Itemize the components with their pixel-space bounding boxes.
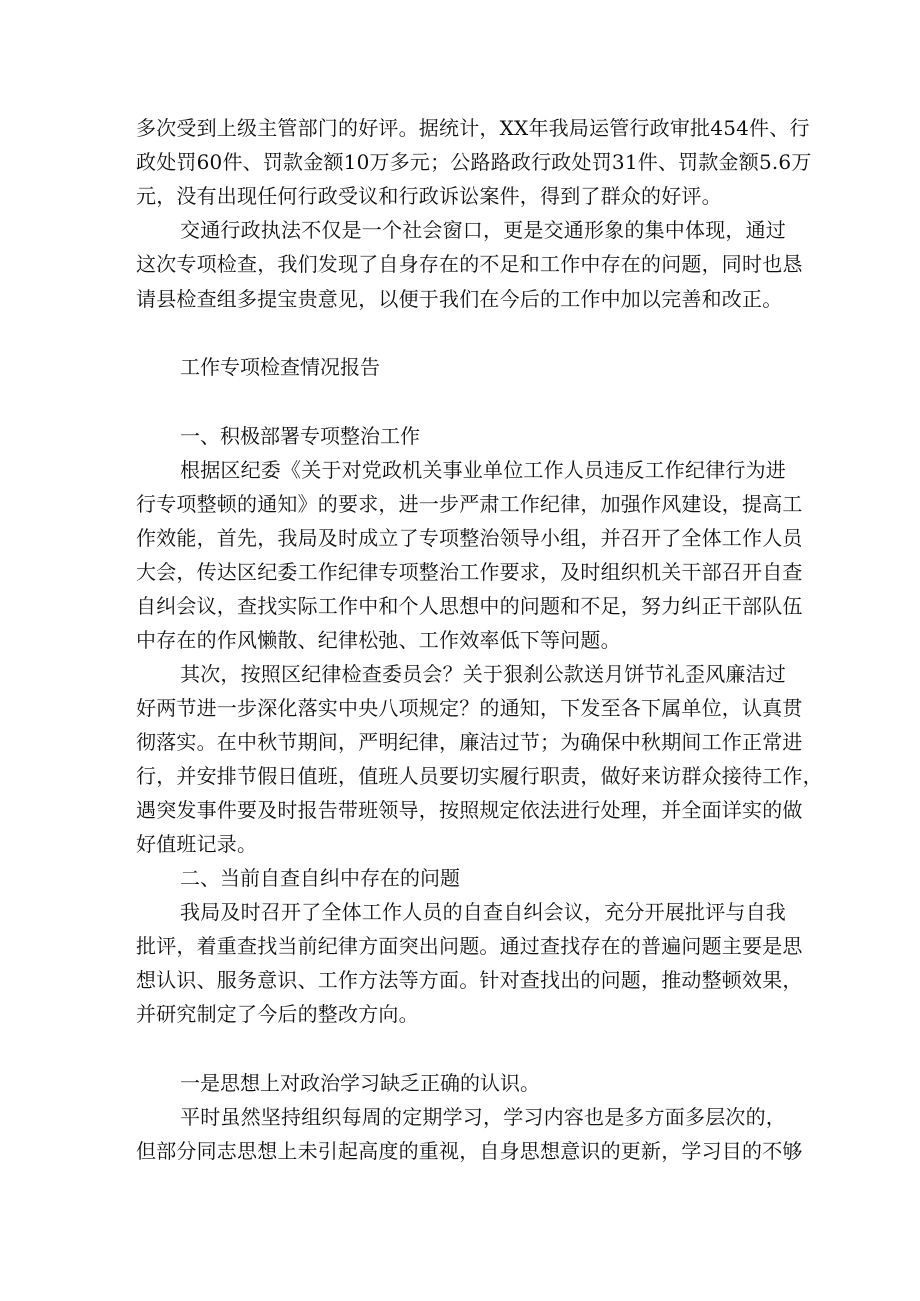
text-line: 多次受到上级主管部门的好评。据统计，XX年我局运管行政审批454件、行: [136, 116, 810, 140]
text-line: 好值班记录。: [136, 832, 258, 856]
text-line: 作效能，首先，我局及时成立了专项整治领导小组，并召开了全体工作人员: [136, 526, 803, 550]
section-heading: 一、积极部署专项整治工作: [180, 424, 420, 448]
text-line: 彻落实。在中秋节期间，严明纪律，廉洁过节；为确保中秋期间工作正常进: [136, 730, 803, 754]
text-line: 这次专项检查，我们发现了自身存在的不足和工作中存在的问题，同时也恳: [136, 252, 803, 276]
text-line: 行，并安排节假日值班，值班人员要切实履行职责，做好来访群众接待工作，: [136, 764, 823, 788]
text-line: 想认识、服务意识、工作方法等方面。针对查找出的问题，推动整顿效果，: [136, 968, 803, 992]
text-line: 大会，传达区纪委工作纪律专项整治工作要求，及时组织机关干部召开自查: [136, 560, 803, 584]
section-heading: 一是思想上对政治学习缺乏正确的认识。: [180, 1071, 540, 1095]
text-line: 但部分同志思想上未引起高度的重视，自身思想意识的更新，学习目的不够: [136, 1139, 803, 1163]
text-line: 元，没有出现任何行政受议和行政诉讼案件，得到了群众的好评。: [136, 184, 722, 208]
section-title: 工作专项检查情况报告: [180, 355, 380, 379]
text-line: 政处罚60件、罚款金额10万多元；公路路政行政处罚31件、罚款金额5.6万: [136, 150, 812, 174]
text-line: 其次，按照区纪律检查委员会？关于狠刹公款送月饼节礼歪风廉洁过: [180, 662, 786, 686]
text-line: 好两节进一步深化落实中央八项规定？的通知，下发至各下属单位，认真贯: [136, 696, 803, 720]
text-line: 请县检查组多提宝贵意见，以便于我们在今后的工作中加以完善和改正。: [136, 287, 783, 311]
text-line: 并研究制定了今后的整改方向。: [136, 1002, 419, 1026]
text-line: 根据区纪委《关于对党政机关事业单位工作人员违反工作纪律行为进: [180, 458, 786, 482]
section-heading: 二、当前自查自纠中存在的问题: [180, 866, 460, 890]
text-line: 遇突发事件要及时报告带班领导，按照规定依法进行处理，并全面详实的做: [136, 798, 803, 822]
text-line: 平时虽然坚持组织每周的定期学习，学习内容也是多方面多层次的，: [180, 1105, 786, 1129]
text-line: 交通行政执法不仅是一个社会窗口，更是交通形象的集中体现，通过: [180, 218, 786, 242]
text-line: 批评，着重查找当前纪律方面突出问题。通过查找存在的普遍问题主要是思: [136, 934, 803, 958]
text-line: 我局及时召开了全体工作人员的自查自纠会议，充分开展批评与自我: [180, 900, 786, 924]
text-line: 自纠会议，查找实际工作中和个人思想中的问题和不足，努力纠正干部队伍: [136, 594, 803, 618]
text-line: 中存在的作风懒散、纪律松弛、工作效率低下等问题。: [136, 628, 621, 652]
text-line: 行专项整顿的通知》的要求，进一步严肃工作纪律，加强作风建设，提高工: [136, 492, 803, 516]
